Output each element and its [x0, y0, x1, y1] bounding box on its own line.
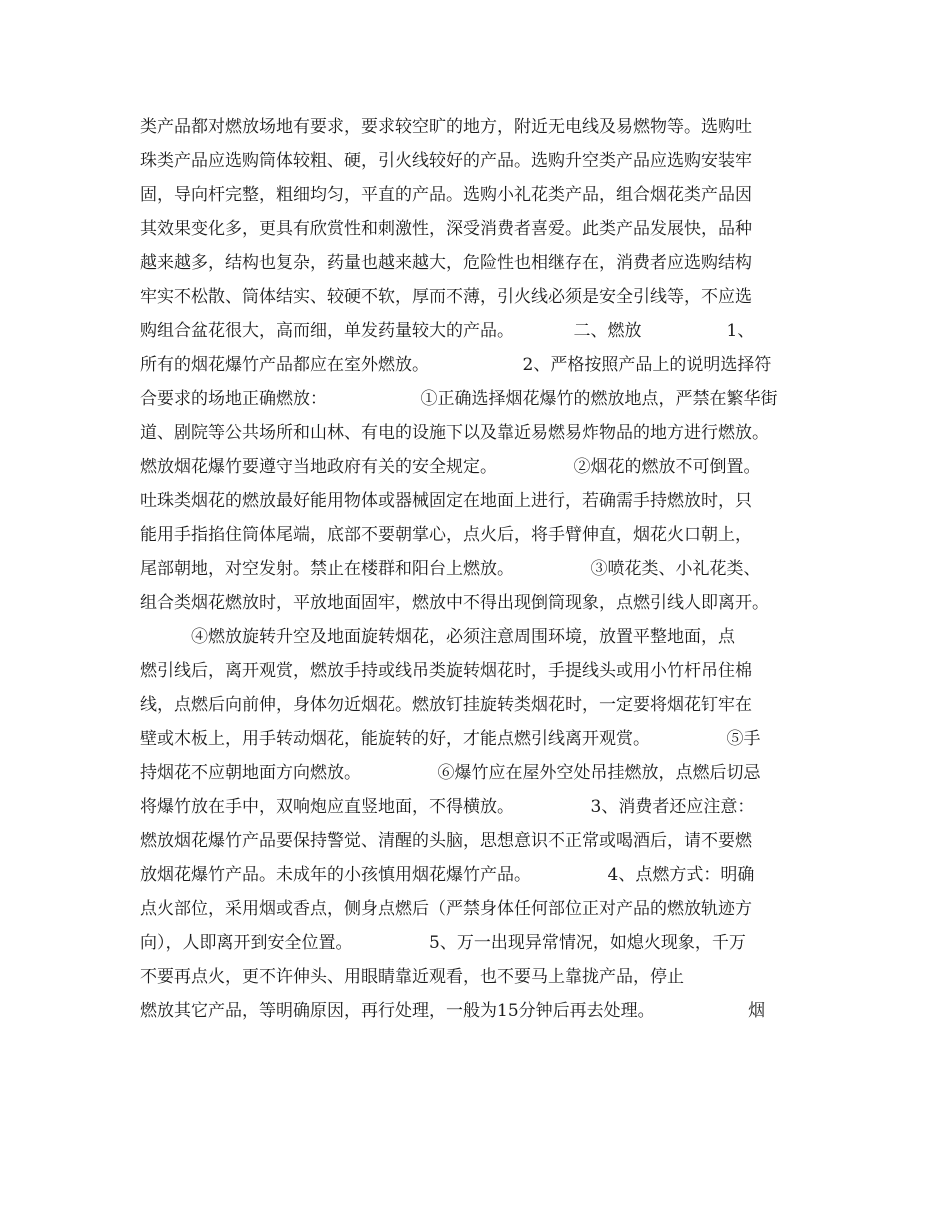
text-line: 珠类产品应选购筒体较粗、硬，引火线较好的产品。选购升空类产品应选购安装牢	[140, 151, 752, 171]
text-line: 购组合盆花很大，高而细，单发药量较大的产品。 二、燃放 1、	[140, 321, 755, 341]
text-line: 固，导向杆完整，粗细均匀，平直的产品。选购小礼花类产品，组合烟花类产品因	[140, 185, 752, 205]
text-line: 线，点燃后向前伸，身体勿近烟花。燃放钉挂旋转类烟花时，一定要将烟花钉牢在	[140, 695, 752, 715]
text-line: 牢实不松散、筒体结实、较硬不软，厚而不薄，引火线必须是安全引线等，不应选	[140, 287, 752, 307]
text-line: ④燃放旋转升空及地面旋转烟花，必须注意周围环境，放置平整地面，点	[140, 627, 735, 647]
text-line: 燃引线后，离开观赏，燃放手持或线吊类旋转烟花时，手提线头或用小竹杆吊住棉	[140, 661, 752, 681]
text-line: 燃放烟花爆竹产品要保持警觉、清醒的头脑，思想意识不正常或喝酒后，请不要燃	[140, 831, 752, 851]
text-line: 向），人即离开到安全位置。 5、万一出现异常情况，如熄火现象，千万	[140, 933, 746, 953]
text-line: 其效果变化多，更具有欣赏性和刺激性，深受消费者喜爱。此类产品发展快，品种	[140, 219, 752, 239]
text-line: 壁或木板上，用手转动烟花，能旋转的好，才能点燃引线离开观赏。 ⑤手	[140, 729, 761, 749]
text-line: 燃放烟花爆竹要遵守当地政府有关的安全规定。 ②烟花的燃放不可倒置。	[140, 457, 761, 477]
text-line: 将爆竹放在手中，双响炮应直竖地面，不得横放。 3、消费者还应注意：	[140, 797, 755, 817]
text-line: 不要再点火，更不许伸头、用眼睛靠近观看，也不要马上靠拢产品，停止	[140, 967, 684, 987]
text-line: 类产品都对燃放场地有要求，要求较空旷的地方，附近无电线及易燃物等。选购吐	[140, 117, 752, 137]
text-line: 合要求的场地正确燃放： ①正确选择烟花爆竹的燃放地点，严禁在繁华街	[140, 389, 778, 409]
text-line: 尾部朝地，对空发射。禁止在楼群和阳台上燃放。 ③喷花类、小礼花类、	[140, 559, 761, 579]
text-line: 所有的烟花爆竹产品都应在室外燃放。 2、严格按照产品上的说明选择符	[140, 355, 772, 375]
text-line: 能用手指掐住筒体尾端，底部不要朝掌心，点火后，将手臂伸直，烟花火口朝上，	[140, 525, 752, 545]
text-line: 持烟花不应朝地面方向燃放。 ⑥爆竹应在屋外空处吊挂燃放，点燃后切忌	[140, 763, 761, 783]
body-text	[140, 110, 820, 1028]
text-line: 道、剧院等公共场所和山林、有电的设施下以及靠近易燃易炸物品的地方进行燃放。	[140, 423, 769, 443]
text-line: 放烟花爆竹产品。未成年的小孩慎用烟花爆竹产品。 4、点燃方式：明确	[140, 865, 755, 885]
text-line: 组合类烟花燃放时，平放地面固牢，燃放中不得出现倒筒现象，点燃引线人即离开。	[140, 593, 769, 613]
text-line: 点火部位，采用烟或香点，侧身点燃后（严禁身体任何部位正对产品的燃放轨迹方	[140, 899, 752, 919]
text-line: 越来越多，结构也复杂，药量也越来越大，危险性也相继存在，消费者应选购结构	[140, 253, 752, 273]
text-line: 燃放其它产品，等明确原因，再行处理，一般为15分钟后再去处理。 烟	[140, 1001, 766, 1021]
text-line: 吐珠类烟花的燃放最好能用物体或器械固定在地面上进行，若确需手持燃放时，只	[140, 491, 752, 511]
